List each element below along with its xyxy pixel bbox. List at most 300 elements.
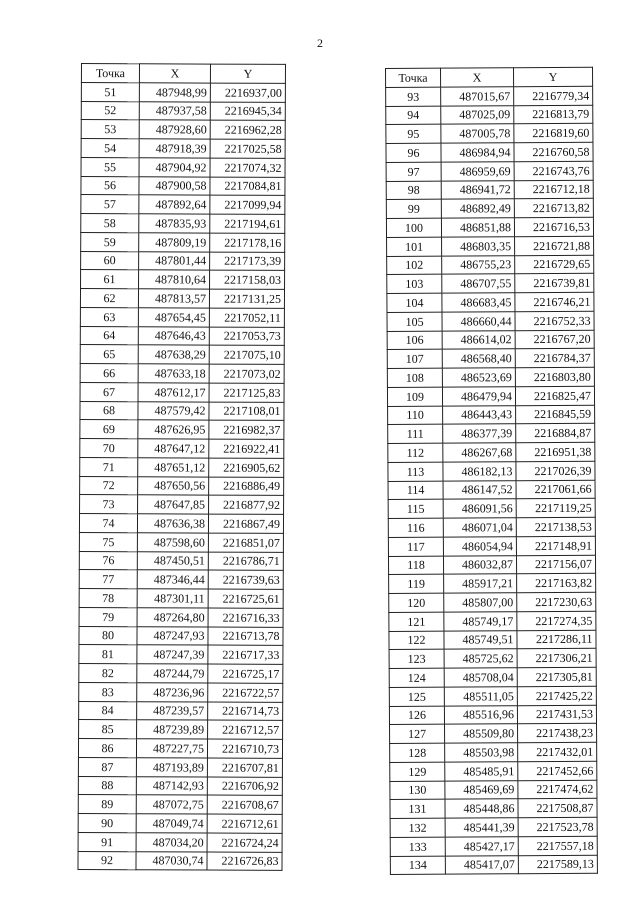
column-header-x: X bbox=[139, 64, 210, 83]
point-number-cell: 61 bbox=[81, 270, 139, 289]
table-row bbox=[386, 123, 593, 143]
x-coordinate-cell: 487247,93 bbox=[137, 626, 208, 645]
table-row bbox=[390, 780, 597, 800]
x-coordinate-cell: 487193,89 bbox=[136, 757, 207, 776]
x-coordinate-cell: 487450,51 bbox=[137, 551, 208, 570]
table-row bbox=[389, 686, 596, 706]
y-coordinate-cell: 2217452,66 bbox=[518, 761, 597, 780]
x-coordinate-cell: 486941,72 bbox=[441, 180, 514, 199]
y-coordinate-cell: 2216813,79 bbox=[514, 105, 593, 124]
table-row bbox=[79, 607, 283, 627]
x-coordinate-cell: 487937,58 bbox=[139, 101, 210, 120]
y-coordinate-cell: 2216716,33 bbox=[208, 608, 283, 627]
x-coordinate-cell: 487264,80 bbox=[137, 608, 208, 627]
point-number-cell: 107 bbox=[387, 349, 442, 368]
x-coordinate-cell: 487626,95 bbox=[138, 420, 209, 439]
table-row bbox=[388, 480, 595, 500]
x-coordinate-cell: 487928,60 bbox=[139, 120, 210, 139]
table-row bbox=[388, 536, 595, 556]
x-coordinate-cell: 486377,39 bbox=[443, 424, 516, 443]
y-coordinate-cell: 2217230,63 bbox=[517, 592, 596, 611]
table-row bbox=[387, 273, 594, 293]
x-coordinate-cell: 487301,11 bbox=[137, 589, 208, 608]
point-number-cell: 58 bbox=[81, 214, 139, 233]
column-header-y: Y bbox=[514, 67, 593, 86]
point-number-cell: 62 bbox=[80, 289, 138, 308]
table-row bbox=[79, 570, 283, 590]
table-row bbox=[388, 423, 595, 443]
y-coordinate-cell: 2216819,60 bbox=[514, 123, 593, 142]
point-number-cell: 117 bbox=[388, 537, 443, 556]
x-coordinate-cell: 487651,12 bbox=[138, 458, 209, 477]
table-row bbox=[387, 348, 594, 368]
x-coordinate-cell: 486851,88 bbox=[441, 218, 514, 237]
point-number-cell: 121 bbox=[389, 612, 444, 631]
x-coordinate-cell: 486660,44 bbox=[442, 311, 515, 330]
point-number-cell: 113 bbox=[388, 462, 443, 481]
table-row bbox=[389, 592, 596, 612]
table-row bbox=[79, 513, 283, 533]
x-coordinate-cell: 487900,58 bbox=[139, 176, 210, 195]
table-row bbox=[387, 311, 594, 331]
table-row bbox=[390, 761, 597, 781]
table-row bbox=[387, 330, 594, 350]
point-number-cell: 64 bbox=[80, 326, 138, 345]
point-number-cell: 75 bbox=[79, 532, 137, 551]
x-coordinate-cell: 486523,69 bbox=[442, 368, 515, 387]
y-coordinate-cell: 2217138,53 bbox=[516, 517, 595, 536]
x-coordinate-cell: 485417,07 bbox=[445, 855, 518, 874]
point-number-cell: 103 bbox=[387, 274, 442, 293]
x-coordinate-cell: 487892,64 bbox=[139, 195, 210, 214]
y-coordinate-cell: 2216746,21 bbox=[515, 292, 594, 311]
point-number-cell: 66 bbox=[80, 363, 138, 382]
point-number-cell: 105 bbox=[387, 312, 442, 331]
table-row bbox=[78, 738, 282, 758]
table-row bbox=[387, 292, 594, 312]
x-coordinate-cell: 487346,44 bbox=[137, 570, 208, 589]
table-row bbox=[79, 701, 283, 721]
column-header-point: Точка bbox=[386, 68, 441, 87]
x-coordinate-cell: 486479,94 bbox=[442, 386, 515, 405]
table-row bbox=[80, 382, 284, 402]
column-header-point: Точка bbox=[81, 64, 139, 83]
x-coordinate-cell: 485708,04 bbox=[444, 668, 517, 687]
table-row bbox=[389, 705, 596, 725]
table-row bbox=[80, 401, 284, 421]
y-coordinate-cell: 2217053,73 bbox=[209, 327, 284, 346]
point-number-cell: 85 bbox=[79, 720, 137, 739]
x-coordinate-cell: 485725,62 bbox=[444, 649, 517, 668]
table-row bbox=[388, 555, 595, 575]
point-number-cell: 127 bbox=[390, 724, 445, 743]
y-coordinate-cell: 2217119,25 bbox=[516, 498, 595, 517]
x-coordinate-cell: 487239,89 bbox=[137, 720, 208, 739]
point-number-cell: 71 bbox=[80, 457, 138, 476]
table-row bbox=[387, 255, 594, 275]
y-coordinate-cell: 2216851,07 bbox=[208, 533, 283, 552]
y-coordinate-cell: 2216845,59 bbox=[516, 405, 595, 424]
table-row bbox=[81, 139, 285, 159]
point-number-cell: 122 bbox=[389, 631, 444, 650]
x-coordinate-cell: 487654,45 bbox=[138, 308, 209, 327]
y-coordinate-cell: 2216710,73 bbox=[207, 739, 282, 758]
x-coordinate-cell: 486267,68 bbox=[443, 443, 516, 462]
y-coordinate-cell: 2217108,01 bbox=[209, 402, 284, 421]
y-coordinate-cell: 2216707,81 bbox=[207, 758, 282, 777]
x-coordinate-cell: 485516,96 bbox=[444, 705, 517, 724]
table-row bbox=[390, 855, 597, 875]
table-row bbox=[386, 105, 593, 125]
y-coordinate-cell: 2217125,83 bbox=[209, 383, 284, 402]
point-number-cell: 63 bbox=[80, 307, 138, 326]
point-number-cell: 82 bbox=[79, 663, 137, 682]
table-row bbox=[79, 532, 283, 552]
x-coordinate-cell: 487005,78 bbox=[441, 124, 514, 143]
x-coordinate-cell: 487904,92 bbox=[139, 158, 210, 177]
table-row bbox=[78, 851, 282, 871]
y-coordinate-cell: 2217173,39 bbox=[210, 252, 285, 271]
x-coordinate-cell: 486803,35 bbox=[442, 236, 515, 255]
y-coordinate-cell: 2216867,49 bbox=[208, 514, 283, 533]
table-row bbox=[80, 476, 284, 496]
table-row bbox=[389, 611, 596, 631]
y-coordinate-cell: 2217178,16 bbox=[210, 233, 285, 252]
table-row bbox=[386, 180, 593, 200]
point-number-cell: 131 bbox=[390, 799, 445, 818]
point-number-cell: 132 bbox=[390, 818, 445, 837]
x-coordinate-cell: 487612,17 bbox=[138, 383, 209, 402]
x-coordinate-cell: 487072,75 bbox=[136, 795, 207, 814]
y-coordinate-cell: 2216714,73 bbox=[208, 702, 283, 721]
y-coordinate-cell: 2216721,88 bbox=[515, 236, 594, 255]
table-row bbox=[388, 517, 595, 537]
y-coordinate-cell: 2217052,11 bbox=[209, 308, 284, 327]
point-number-cell: 124 bbox=[389, 668, 444, 687]
x-coordinate-cell: 486091,56 bbox=[443, 499, 516, 518]
x-coordinate-cell: 485917,21 bbox=[444, 574, 517, 593]
x-coordinate-cell: 486032,87 bbox=[443, 555, 516, 574]
y-coordinate-cell: 2216962,28 bbox=[210, 120, 285, 139]
x-coordinate-cell: 486071,04 bbox=[443, 518, 516, 537]
point-number-cell: 100 bbox=[386, 218, 441, 237]
x-coordinate-cell: 485509,80 bbox=[445, 724, 518, 743]
table-row bbox=[80, 495, 284, 515]
y-coordinate-cell: 2216722,57 bbox=[208, 683, 283, 702]
point-number-cell: 90 bbox=[78, 813, 136, 832]
y-coordinate-cell: 2216717,33 bbox=[208, 645, 283, 664]
x-coordinate-cell: 486054,94 bbox=[443, 536, 516, 555]
table-row bbox=[80, 363, 284, 383]
x-coordinate-cell: 487636,38 bbox=[137, 514, 208, 533]
x-coordinate-cell: 485441,39 bbox=[445, 818, 518, 837]
point-number-cell: 69 bbox=[80, 420, 138, 439]
point-number-cell: 104 bbox=[387, 293, 442, 312]
y-coordinate-cell: 2217148,91 bbox=[516, 536, 595, 555]
point-number-cell: 110 bbox=[388, 406, 443, 425]
x-coordinate-cell: 486182,13 bbox=[443, 461, 516, 480]
y-coordinate-cell: 2217523,78 bbox=[518, 817, 597, 836]
x-coordinate-cell: 487813,57 bbox=[138, 289, 209, 308]
x-coordinate-cell: 485511,05 bbox=[444, 686, 517, 705]
x-coordinate-cell: 487948,99 bbox=[139, 83, 210, 102]
table-row bbox=[79, 626, 283, 646]
point-number-cell: 125 bbox=[389, 687, 444, 706]
coordinates-table-left bbox=[77, 63, 286, 871]
point-number-cell: 65 bbox=[80, 345, 138, 364]
x-coordinate-cell: 487809,19 bbox=[139, 233, 210, 252]
y-coordinate-cell: 2216877,92 bbox=[209, 495, 284, 514]
x-coordinate-cell: 487244,79 bbox=[137, 664, 208, 683]
table-row bbox=[81, 157, 285, 177]
x-coordinate-cell: 487239,57 bbox=[137, 701, 208, 720]
table-row bbox=[387, 236, 594, 256]
table-row bbox=[81, 101, 285, 121]
table-row bbox=[387, 386, 594, 406]
y-coordinate-cell: 2216905,62 bbox=[209, 458, 284, 477]
y-coordinate-cell: 2217286,11 bbox=[517, 630, 596, 649]
point-number-cell: 74 bbox=[79, 513, 137, 532]
x-coordinate-cell: 486755,23 bbox=[442, 255, 515, 274]
x-coordinate-cell: 486443,43 bbox=[443, 405, 516, 424]
point-number-cell: 120 bbox=[389, 593, 444, 612]
table-row bbox=[386, 142, 593, 162]
x-coordinate-cell: 487025,09 bbox=[441, 105, 514, 124]
y-coordinate-cell: 2217073,02 bbox=[209, 364, 284, 383]
table-row bbox=[390, 836, 597, 856]
x-coordinate-cell: 485469,69 bbox=[445, 780, 518, 799]
point-number-cell: 102 bbox=[387, 256, 442, 275]
y-coordinate-cell: 2216767,20 bbox=[515, 330, 594, 349]
table-row bbox=[81, 251, 285, 271]
point-number-cell: 97 bbox=[386, 162, 441, 181]
point-number-cell: 130 bbox=[390, 781, 445, 800]
y-coordinate-cell: 2216884,87 bbox=[516, 423, 595, 442]
y-coordinate-cell: 2216729,65 bbox=[515, 255, 594, 274]
y-coordinate-cell: 2217163,82 bbox=[517, 573, 596, 592]
point-number-cell: 68 bbox=[80, 401, 138, 420]
table-row bbox=[80, 307, 284, 327]
y-coordinate-cell: 2216739,81 bbox=[515, 273, 594, 292]
table-row bbox=[388, 442, 595, 462]
y-coordinate-cell: 2217557,18 bbox=[518, 836, 597, 855]
table-row bbox=[78, 832, 282, 852]
column-header-y: Y bbox=[210, 64, 285, 83]
point-number-cell: 67 bbox=[80, 382, 138, 401]
y-coordinate-cell: 2217074,32 bbox=[210, 158, 285, 177]
x-coordinate-cell: 487647,12 bbox=[138, 439, 209, 458]
y-coordinate-cell: 2217474,62 bbox=[518, 780, 597, 799]
y-coordinate-cell: 2217589,13 bbox=[518, 855, 597, 874]
table-row bbox=[80, 420, 284, 440]
table-row bbox=[79, 663, 283, 683]
table-row bbox=[80, 457, 284, 477]
table-row bbox=[79, 645, 283, 665]
y-coordinate-cell: 2216716,53 bbox=[514, 217, 593, 236]
x-coordinate-cell: 485807,00 bbox=[444, 593, 517, 612]
point-number-cell: 134 bbox=[390, 856, 445, 875]
point-number-cell: 80 bbox=[79, 626, 137, 645]
y-coordinate-cell: 2216945,34 bbox=[210, 102, 285, 121]
y-coordinate-cell: 2217075,10 bbox=[209, 345, 284, 364]
y-coordinate-cell: 2217508,87 bbox=[518, 798, 597, 817]
table-row bbox=[78, 776, 282, 796]
x-coordinate-cell: 487835,93 bbox=[139, 214, 210, 233]
point-number-cell: 96 bbox=[386, 143, 441, 162]
x-coordinate-cell: 487918,39 bbox=[139, 139, 210, 158]
y-coordinate-cell: 2217306,21 bbox=[517, 648, 596, 667]
x-coordinate-cell: 485485,91 bbox=[445, 761, 518, 780]
point-number-cell: 81 bbox=[79, 645, 137, 664]
point-number-cell: 128 bbox=[390, 743, 445, 762]
y-coordinate-cell: 2217432,01 bbox=[518, 742, 597, 761]
point-number-cell: 112 bbox=[388, 443, 443, 462]
y-coordinate-cell: 2216743,76 bbox=[514, 161, 593, 180]
x-coordinate-cell: 487650,56 bbox=[138, 476, 209, 495]
table-row bbox=[389, 648, 596, 668]
y-coordinate-cell: 2217305,81 bbox=[517, 667, 596, 686]
x-coordinate-cell: 487030,74 bbox=[136, 851, 207, 870]
y-coordinate-cell: 2217099,94 bbox=[210, 195, 285, 214]
point-number-cell: 89 bbox=[78, 795, 136, 814]
x-coordinate-cell: 486707,55 bbox=[442, 274, 515, 293]
point-number-cell: 54 bbox=[81, 139, 139, 158]
x-coordinate-cell: 487247,39 bbox=[137, 645, 208, 664]
y-coordinate-cell: 2217158,03 bbox=[210, 270, 285, 289]
table-row bbox=[390, 798, 597, 818]
table-row bbox=[386, 217, 593, 237]
x-coordinate-cell: 487633,18 bbox=[138, 364, 209, 383]
point-number-cell: 116 bbox=[388, 518, 443, 537]
table-row bbox=[80, 438, 284, 458]
x-coordinate-cell: 487801,44 bbox=[139, 251, 210, 270]
point-number-cell: 93 bbox=[386, 87, 441, 106]
table-row bbox=[390, 817, 597, 837]
x-coordinate-cell: 486892,49 bbox=[441, 199, 514, 218]
point-number-cell: 95 bbox=[386, 124, 441, 143]
point-number-cell: 72 bbox=[80, 476, 138, 495]
point-number-cell: 87 bbox=[78, 757, 136, 776]
table-row bbox=[387, 367, 594, 387]
table-row bbox=[78, 795, 282, 815]
point-number-cell: 101 bbox=[387, 237, 442, 256]
x-coordinate-cell: 487142,93 bbox=[136, 776, 207, 795]
point-number-cell: 92 bbox=[78, 851, 136, 870]
x-coordinate-cell: 487646,43 bbox=[138, 326, 209, 345]
y-coordinate-cell: 2216752,33 bbox=[515, 311, 594, 330]
point-number-cell: 118 bbox=[388, 556, 443, 575]
y-coordinate-cell: 2217425,22 bbox=[517, 686, 596, 705]
point-number-cell: 126 bbox=[389, 706, 444, 725]
y-coordinate-cell: 2216713,82 bbox=[514, 198, 593, 217]
table-row bbox=[80, 326, 284, 346]
table-row bbox=[79, 720, 283, 740]
y-coordinate-cell: 2217194,61 bbox=[210, 214, 285, 233]
y-coordinate-cell: 2216708,67 bbox=[207, 795, 282, 814]
x-coordinate-cell: 487034,20 bbox=[136, 832, 207, 851]
x-coordinate-cell: 487579,42 bbox=[138, 401, 209, 420]
point-number-cell: 133 bbox=[390, 837, 445, 856]
table-row bbox=[386, 86, 593, 106]
point-number-cell: 109 bbox=[387, 387, 442, 406]
table-row bbox=[81, 195, 285, 215]
point-number-cell: 73 bbox=[80, 495, 138, 514]
point-number-cell: 83 bbox=[79, 682, 137, 701]
point-number-cell: 115 bbox=[388, 499, 443, 518]
table-header-row bbox=[386, 67, 593, 87]
y-coordinate-cell: 2217026,39 bbox=[516, 461, 595, 480]
point-number-cell: 94 bbox=[386, 106, 441, 125]
table-row bbox=[390, 742, 597, 762]
table-row bbox=[386, 198, 593, 218]
point-number-cell: 70 bbox=[80, 438, 138, 457]
x-coordinate-cell: 487810,64 bbox=[139, 270, 210, 289]
y-coordinate-cell: 2216825,47 bbox=[515, 386, 594, 405]
y-coordinate-cell: 2216779,34 bbox=[514, 86, 593, 105]
point-number-cell: 119 bbox=[389, 574, 444, 593]
x-coordinate-cell: 487049,74 bbox=[136, 814, 207, 833]
point-number-cell: 78 bbox=[79, 588, 137, 607]
table-header-row bbox=[81, 64, 285, 84]
y-coordinate-cell: 2216712,61 bbox=[207, 814, 282, 833]
y-coordinate-cell: 2216725,61 bbox=[208, 589, 283, 608]
y-coordinate-cell: 2216803,80 bbox=[515, 367, 594, 386]
table-row bbox=[80, 289, 284, 309]
point-number-cell: 79 bbox=[79, 607, 137, 626]
point-number-cell: 86 bbox=[78, 738, 136, 757]
y-coordinate-cell: 2217274,35 bbox=[517, 611, 596, 630]
point-number-cell: 60 bbox=[81, 251, 139, 270]
x-coordinate-cell: 485427,17 bbox=[445, 836, 518, 855]
y-coordinate-cell: 2216951,38 bbox=[516, 442, 595, 461]
y-coordinate-cell: 2217156,07 bbox=[516, 555, 595, 574]
coordinates-table-right bbox=[385, 67, 598, 876]
x-coordinate-cell: 485749,17 bbox=[444, 611, 517, 630]
y-coordinate-cell: 2216706,92 bbox=[207, 777, 282, 796]
y-coordinate-cell: 2216724,24 bbox=[207, 833, 282, 852]
table-row bbox=[390, 723, 597, 743]
table-row bbox=[78, 757, 282, 777]
point-number-cell: 129 bbox=[390, 762, 445, 781]
point-number-cell: 111 bbox=[388, 424, 443, 443]
x-coordinate-cell: 486959,69 bbox=[441, 161, 514, 180]
point-number-cell: 108 bbox=[387, 368, 442, 387]
y-coordinate-cell: 2216937,00 bbox=[210, 83, 285, 102]
y-coordinate-cell: 2216784,37 bbox=[515, 348, 594, 367]
y-coordinate-cell: 2217025,58 bbox=[210, 139, 285, 158]
x-coordinate-cell: 486614,02 bbox=[442, 330, 515, 349]
x-coordinate-cell: 487647,85 bbox=[138, 495, 209, 514]
point-number-cell: 98 bbox=[386, 181, 441, 200]
y-coordinate-cell: 2216712,18 bbox=[514, 180, 593, 199]
table-row bbox=[386, 161, 593, 181]
point-number-cell: 51 bbox=[81, 82, 139, 101]
point-number-cell: 57 bbox=[81, 195, 139, 214]
y-coordinate-cell: 2216713,78 bbox=[208, 627, 283, 646]
point-number-cell: 55 bbox=[81, 157, 139, 176]
point-number-cell: 59 bbox=[81, 232, 139, 251]
y-coordinate-cell: 2217438,23 bbox=[518, 723, 597, 742]
x-coordinate-cell: 486683,45 bbox=[442, 293, 515, 312]
x-coordinate-cell: 487236,96 bbox=[137, 682, 208, 701]
y-coordinate-cell: 2216922,41 bbox=[209, 439, 284, 458]
table-row bbox=[79, 588, 283, 608]
y-coordinate-cell: 2216982,37 bbox=[209, 420, 284, 439]
point-number-cell: 123 bbox=[389, 649, 444, 668]
table-row bbox=[389, 573, 596, 593]
x-coordinate-cell: 487638,29 bbox=[138, 345, 209, 364]
table-row bbox=[389, 667, 596, 687]
